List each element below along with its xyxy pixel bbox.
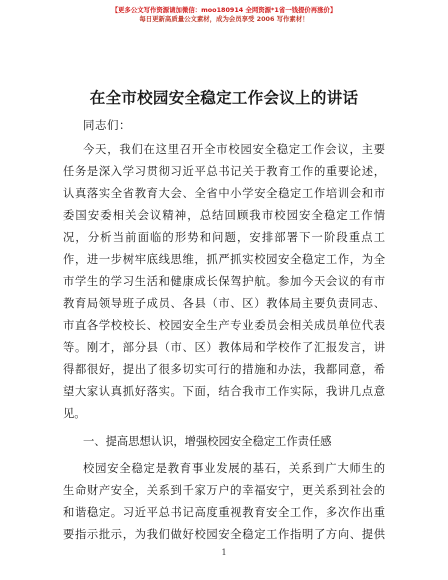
body-line-10: 等。刚才，部分县（市、区）教体局和学校作了汇报发言，讲 [63, 341, 385, 354]
promo-banner [0, 6, 448, 24]
body-line-18: 要指示批示，为我们做好校园安全稳定工作指明了方向、提供 [63, 528, 385, 541]
body-line-4: 委国安委相关会议精神，总结回顾我市校园安全稳定工作情 [63, 209, 385, 222]
body-line-7: 市学生的学习生活和健康成长保驾护航。参加今天会议的有市 [63, 275, 385, 288]
body-line-13: 见。 [63, 407, 86, 420]
body-line-12: 望大家认真抓好落实。下面，结合我市工作实际，我讲几点意 [63, 385, 385, 398]
body-line-5: 况，分析当前面临的形势和问题，安排部署下一阶段重点工 [63, 231, 385, 244]
section-heading-1: 一、提高思想认识，增强校园安全稳定工作责任感 [83, 435, 332, 448]
promo-banner-line1: 【更多公文写作资源请加微信：moo180914 全网资源*1省一钱提价再涨价】 [111, 6, 337, 14]
page-number: 1 [221, 548, 227, 557]
body-line-11: 得都很好，提出了很多切实可行的措施和办法，我都同意，希 [63, 363, 385, 376]
body-line-17: 和谐稳定。习近平总书记高度重视教育安全工作，多次作出重 [63, 506, 385, 519]
body-line-16: 生命财产安全，关系到千家万户的幸福安宁，更关系到社会的 [63, 484, 385, 497]
greeting: 同志们： [83, 118, 131, 132]
document-title: 在全市校园安全稳定工作会议上的讲话 [89, 88, 359, 107]
body-line-8: 教育局领导班子成员、各县（市、区）教体局主要负责同志、 [63, 297, 385, 310]
body-line-6: 作，进一步树牢底线思维，抓严抓实校园安全稳定工作，为全 [63, 253, 385, 266]
body-line-1: 今天，我们在这里召开全市校园安全稳定工作会议，主要 [83, 143, 385, 156]
promo-banner-line2: 每日更新高质量公文素材，成为会员享受 2006 写作素材！ [139, 15, 309, 23]
body-line-9: 市直各学校校长、校园安全生产专业委员会相关成员单位代表 [63, 319, 385, 332]
body-line-2: 任务是深入学习贯彻习近平总书记关于教育工作的重要论述， [63, 165, 385, 178]
body-line-15: 校园安全稳定是教育事业发展的基石，关系到广大师生的 [83, 462, 385, 475]
body-line-3: 认真落实全省教育大会、全省中小学安全稳定工作培训会和市 [63, 187, 385, 200]
